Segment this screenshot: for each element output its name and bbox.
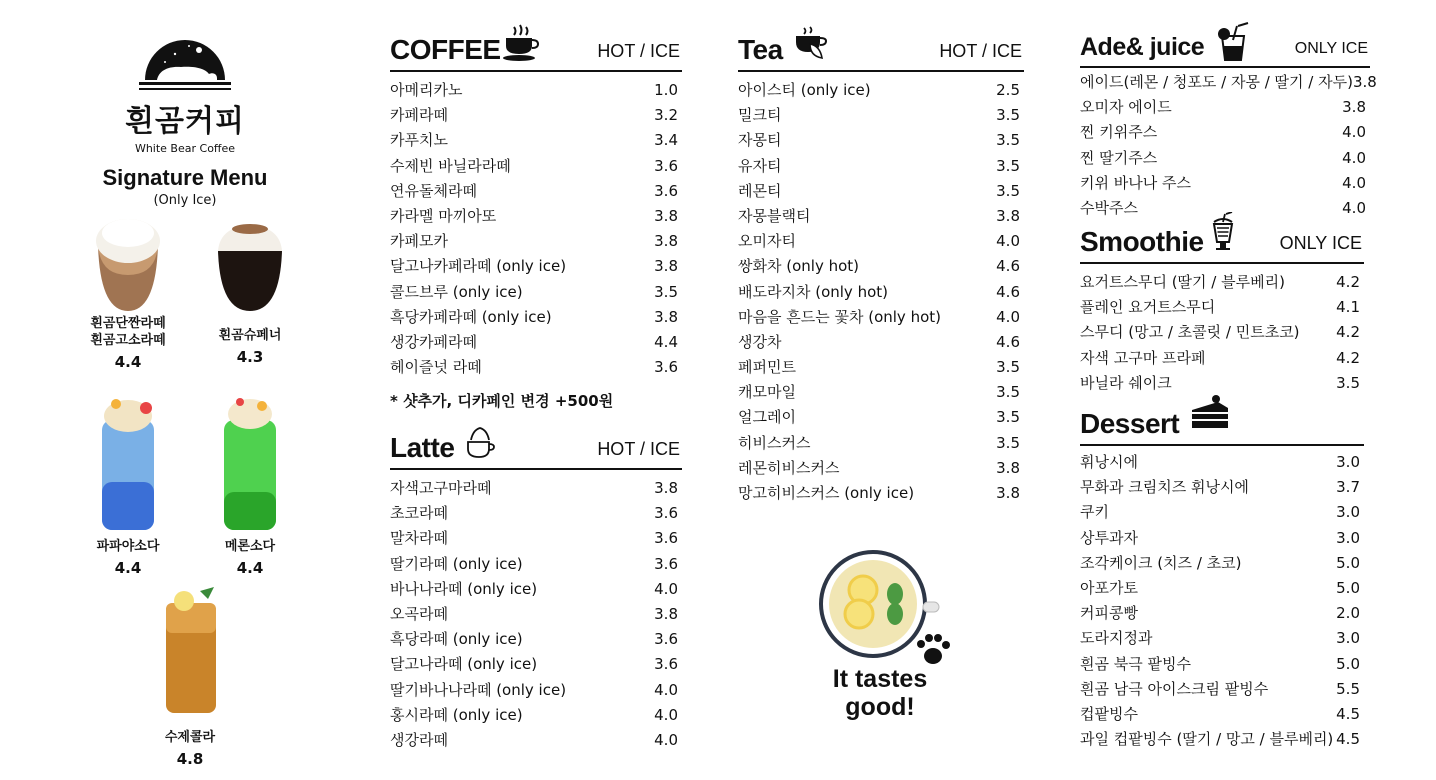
menu-item-name: 히비스커스: [738, 433, 811, 452]
menu-item-name: 얼그레이: [738, 408, 796, 427]
menu-item-price: 4.5: [1336, 730, 1360, 749]
menu-item-row: [390, 154, 682, 179]
menu-item-price: 3.8: [654, 479, 678, 497]
signature-item-name: 메론소다: [224, 539, 276, 554]
menu-item-row: [1080, 526, 1364, 551]
menu-item-price: 3.5: [996, 156, 1020, 175]
menu-item-row: [1080, 346, 1364, 371]
menu-item-name: 무화과 크림치즈 휘낭시에: [1080, 478, 1249, 497]
menu-item-name: 연유돌체라떼: [390, 181, 477, 200]
menu-item-price: 3.5: [996, 408, 1020, 427]
menu-item-row: [1080, 295, 1364, 320]
menu-item-price: 4.0: [654, 579, 678, 598]
menu-item-row: [738, 179, 1024, 204]
menu-item-row: [738, 229, 1024, 254]
menu-item-price: 5.0: [1336, 578, 1360, 597]
ade-juice-note: ONLY ICE: [1294, 40, 1368, 57]
menu-item-price: 3.8: [654, 307, 678, 326]
menu-item-price: 3.8: [996, 206, 1020, 225]
menu-item-row: [738, 78, 1024, 103]
brand-name-korean: 흰곰커피: [125, 104, 245, 139]
menu-item-name: 아포가토: [1080, 578, 1138, 597]
signature-item-name: 흰곰슈페너: [218, 328, 282, 343]
menu-item-name: 흰곰 남극 아이스크림 팥빙수: [1080, 679, 1269, 698]
tea-title: Tea: [738, 34, 783, 65]
menu-item-price: 4.0: [1342, 148, 1366, 167]
menu-item-row: [390, 103, 682, 128]
menu-item-name: 도라지정과: [1080, 629, 1153, 648]
menu-item-row: [390, 355, 682, 380]
coffee-section: [390, 30, 682, 411]
coffee-temperature-note: HOT / ICE: [597, 41, 680, 61]
menu-item-row: [1080, 652, 1364, 677]
menu-item-row: [738, 405, 1024, 430]
menu-item-row: [738, 254, 1024, 279]
menu-item-name: 달고나라떼 (only ice): [390, 655, 538, 674]
menu-item-row: [1080, 626, 1364, 651]
cream-latte-drink-icon: [88, 215, 168, 315]
menu-item-name: 카푸치노: [390, 131, 448, 150]
menu-item-row: [738, 330, 1024, 355]
dessert-items: [1080, 450, 1364, 752]
menu-item-row: [390, 229, 682, 254]
menu-item-price: 3.4: [654, 131, 678, 150]
signature-menu-note: (Only Ice): [153, 193, 217, 208]
juice-glass-icon: [1218, 22, 1252, 62]
handmade-cola-drink-icon: [150, 585, 230, 715]
menu-item-row: [1080, 500, 1364, 525]
menu-item-row: [1080, 270, 1364, 295]
menu-item-name: 카라멜 마끼아또: [390, 206, 497, 225]
menu-item-row: [390, 526, 682, 551]
menu-item-price: 2.0: [1336, 604, 1360, 623]
menu-item-row: [390, 476, 682, 501]
menu-item-row: [738, 456, 1024, 481]
menu-item-name: 생강라떼: [390, 730, 448, 749]
menu-item-row: [1080, 727, 1364, 752]
menu-item-name: 자색 고구마 프라페: [1080, 348, 1206, 367]
menu-item-name: 초코라떼: [390, 504, 448, 523]
dessert-section: [1080, 400, 1364, 752]
menu-item-price: 3.8: [654, 604, 678, 623]
menu-item-price: 3.6: [654, 655, 678, 674]
menu-item-row: [738, 280, 1024, 305]
latte-title: Latte: [390, 432, 455, 463]
menu-item-name: 달고나카페라떼 (only ice): [390, 257, 567, 276]
menu-item-name: 아메리카노: [390, 81, 463, 99]
menu-item-price: 3.8: [996, 458, 1020, 477]
melon-soda-drink-icon: [210, 392, 290, 532]
menu-item-name: 오미자 에이드: [1080, 98, 1172, 117]
signature-item: [68, 392, 188, 577]
papaya-soda-drink-icon: [88, 392, 168, 532]
signature-item-name: 수제콜라: [164, 730, 216, 745]
menu-item-price: 1.0: [654, 81, 678, 99]
menu-item-name: 밀크티: [738, 106, 782, 125]
menu-item-price: 4.0: [996, 307, 1020, 326]
menu-item-row: [1080, 576, 1364, 601]
tea-header: [738, 30, 1024, 72]
menu-item-row: [738, 103, 1024, 128]
menu-item-row: [390, 552, 682, 577]
menu-item-price: 4.6: [996, 257, 1020, 276]
signature-item-name: 흰곰단짠라떼 흰곰고소라떼: [90, 316, 166, 348]
menu-item-row: [390, 703, 682, 728]
menu-item-price: 3.6: [654, 358, 678, 377]
menu-item-price: 4.4: [654, 332, 678, 351]
latte-header: [390, 428, 682, 470]
menu-item-name: 컵팥빙수: [1080, 704, 1138, 723]
signature-item-price: 4.4: [114, 353, 142, 371]
menu-item-price: 4.6: [996, 282, 1020, 301]
menu-item-row: [1080, 371, 1364, 396]
menu-item-price: 4.2: [1336, 273, 1360, 291]
menu-item-price: 3.7: [1336, 478, 1360, 497]
menu-item-row: [1080, 95, 1370, 120]
cake-slice-icon: [1190, 394, 1230, 430]
menu-item-name: 생강차: [738, 332, 782, 351]
menu-item-name: 자몽블랙티: [738, 206, 811, 225]
menu-item-price: 3.6: [654, 529, 678, 548]
menu-item-price: 3.0: [1336, 503, 1360, 522]
menu-item-price: 3.6: [654, 156, 678, 175]
signature-item: [68, 215, 188, 371]
menu-item-name: 홍시라떼 (only ice): [390, 705, 523, 724]
menu-item-price: 4.0: [654, 680, 678, 699]
menu-item-name: 흰곰 북극 팥빙수: [1080, 654, 1191, 673]
menu-item-row: [1080, 475, 1364, 500]
menu-item-name: 카페모카: [390, 232, 448, 251]
menu-item-price: 3.5: [996, 181, 1020, 200]
menu-item-price: 3.5: [996, 358, 1020, 377]
menu-item-name: 수제빈 바닐라라떼: [390, 156, 511, 175]
menu-item-row: [1080, 677, 1364, 702]
menu-item-price: 5.5: [1336, 679, 1360, 698]
menu-item-row: [390, 179, 682, 204]
menu-item-name: 상투과자: [1080, 528, 1138, 547]
latte-cup-icon: [465, 426, 495, 460]
menu-item-name: 말차라떼: [390, 529, 448, 548]
menu-item-name: 콜드브루 (only ice): [390, 282, 523, 301]
menu-item-price: 3.6: [654, 504, 678, 523]
menu-item-name: 카페라떼: [390, 106, 448, 125]
brand-column: [60, 30, 310, 208]
latte-temperature-note: HOT / ICE: [597, 439, 680, 459]
menu-item-name: 플레인 요거트스무디: [1080, 298, 1216, 317]
menu-item-price: 3.8: [996, 484, 1020, 502]
dessert-title: Dessert: [1080, 408, 1180, 439]
menu-item-name: 찐 키위주스: [1080, 123, 1158, 142]
menu-item-row: [738, 380, 1024, 405]
menu-item-price: 3.5: [996, 106, 1020, 125]
menu-item-name: 배도라지차 (only hot): [738, 282, 888, 301]
menu-item-row: [738, 431, 1024, 456]
menu-item-name: 망고히비스커스 (only ice): [738, 484, 915, 502]
menu-item-name: 유자티: [738, 156, 782, 175]
menu-item-row: [738, 355, 1024, 380]
menu-item-row: [1080, 70, 1377, 95]
einspanner-drink-icon: [210, 215, 290, 315]
signature-item-price: 4.4: [236, 559, 264, 577]
menu-item-row: [390, 577, 682, 602]
bear-logo-icon: [135, 36, 235, 100]
smoothie-note: ONLY ICE: [1279, 233, 1362, 253]
menu-item-row: [390, 280, 682, 305]
menu-item-price: 3.2: [654, 106, 678, 125]
tea-section: [738, 30, 1024, 506]
menu-item-price: 4.0: [1342, 173, 1366, 192]
menu-item-row: [738, 154, 1024, 179]
ade-juice-header: [1080, 30, 1370, 68]
smoothie-title: Smoothie: [1080, 226, 1204, 257]
menu-item-price: 4.1: [1336, 298, 1360, 317]
dessert-header: [1080, 400, 1364, 446]
menu-item-row: [738, 481, 1024, 506]
menu-item-name: 딸기라떼 (only ice): [390, 554, 523, 573]
menu-item-row: [390, 78, 682, 103]
menu-item-price: 3.8: [654, 206, 678, 225]
coffee-footnote: * 샷추가, 디카페인 변경 +500원: [390, 392, 614, 411]
tea-cup-icon: [794, 26, 828, 60]
menu-item-price: 3.6: [654, 181, 678, 200]
smoothie-items: [1080, 270, 1364, 396]
signature-item: [190, 215, 310, 366]
tea-temperature-note: HOT / ICE: [939, 41, 1022, 61]
signature-item: [190, 392, 310, 577]
menu-item-name: 자몽티: [738, 131, 782, 150]
menu-item-row: [1080, 601, 1364, 626]
menu-item-price: 3.5: [654, 282, 678, 301]
menu-item-price: 3.5: [1336, 373, 1360, 392]
menu-item-name: 오곡라떼: [390, 604, 448, 623]
menu-item-price: 4.5: [1336, 704, 1360, 723]
menu-item-row: [390, 254, 682, 279]
menu-item-row: [390, 627, 682, 652]
menu-item-row: [390, 678, 682, 703]
menu-item-row: [390, 728, 682, 753]
menu-item-row: [390, 602, 682, 627]
menu-item-name: 조각케이크 (치즈 / 초코): [1080, 553, 1242, 572]
menu-item-name: 에이드(레몬 / 청포도 / 자몽 / 딸기 / 자두): [1080, 73, 1353, 91]
menu-item-name: 수박주스: [1080, 198, 1138, 217]
coffee-cup-icon: [502, 24, 540, 62]
menu-item-price: 3.5: [996, 433, 1020, 452]
menu-item-row: [390, 330, 682, 355]
menu-item-price: 4.2: [1336, 348, 1360, 367]
menu-item-name: 흑당카페라떼 (only ice): [390, 307, 552, 326]
menu-item-name: 아이스티 (only ice): [738, 81, 871, 99]
menu-item-name: 찐 딸기주스: [1080, 148, 1158, 167]
signature-menu-title: Signature Menu: [102, 165, 268, 190]
menu-item-name: 자색고구마라떼: [390, 479, 492, 497]
menu-item-price: 4.2: [1336, 323, 1360, 342]
menu-item-row: [1080, 702, 1364, 727]
menu-item-name: 생강카페라떼: [390, 332, 477, 351]
menu-item-row: [1080, 120, 1370, 145]
tea-items: [738, 78, 1024, 506]
menu-item-name: 스무디 (망고 / 초콜릿 / 민트초코): [1080, 323, 1300, 342]
menu-item-name: 바닐라 쉐이크: [1080, 373, 1172, 392]
menu-item-name: 과일 컵팥빙수 (딸기 / 망고 / 블루베리): [1080, 730, 1334, 749]
smoothie-section: [1080, 222, 1364, 396]
menu-item-price: 4.0: [654, 705, 678, 724]
menu-item-name: 키위 바나나 주스: [1080, 173, 1191, 192]
menu-item-name: 헤이즐넛 라떼: [390, 358, 482, 377]
menu-item-row: [1080, 551, 1364, 576]
menu-item-row: [1080, 450, 1364, 475]
menu-item-row: [1080, 320, 1364, 345]
smoothie-header: [1080, 222, 1364, 264]
menu-item-row: [738, 128, 1024, 153]
menu-item-price: 2.5: [996, 81, 1020, 99]
menu-item-name: 레몬티: [738, 181, 782, 200]
tea-cup-illustration: [815, 548, 955, 670]
menu-item-price: 4.6: [996, 332, 1020, 351]
menu-item-price: 5.0: [1336, 553, 1360, 572]
menu-item-price: 4.0: [1342, 198, 1366, 217]
menu-item-row: [1080, 146, 1370, 171]
menu-item-name: 딸기바나나라떼 (only ice): [390, 680, 567, 699]
menu-item-price: 3.0: [1336, 629, 1360, 648]
menu-item-price: 5.0: [1336, 654, 1360, 673]
menu-item-name: 쿠키: [1080, 503, 1109, 522]
coffee-items: [390, 78, 682, 380]
menu-item-name: 휘낭시에: [1080, 453, 1138, 471]
smoothie-glass-icon: [1210, 212, 1236, 252]
menu-item-row: [738, 305, 1024, 330]
menu-item-price: 3.0: [1336, 453, 1360, 471]
menu-item-name: 쌍화차 (only hot): [738, 257, 860, 276]
brand-name-english: White Bear Coffee: [134, 142, 236, 155]
ade-juice-items: [1080, 70, 1377, 221]
signature-item-price: 4.4: [114, 559, 142, 577]
menu-item-row: [390, 204, 682, 229]
signature-item-price: 4.3: [236, 348, 264, 366]
menu-item-name: 바나나라떼 (only ice): [390, 579, 538, 598]
menu-item-price: 3.0: [1336, 528, 1360, 547]
menu-item-price: 4.0: [1342, 123, 1366, 142]
menu-item-row: [738, 204, 1024, 229]
menu-item-row: [390, 501, 682, 526]
latte-section: [390, 428, 682, 753]
tagline: It tastes good!: [832, 665, 928, 721]
menu-item-price: 3.8: [1342, 98, 1366, 117]
signature-item-price: 4.8: [176, 750, 204, 768]
menu-item-price: 3.6: [654, 554, 678, 573]
menu-item-name: 캐모마일: [738, 383, 796, 402]
coffee-header: [390, 30, 682, 72]
menu-item-name: 페퍼민트: [738, 358, 796, 377]
menu-item-price: 4.0: [654, 730, 678, 749]
ade-juice-title: Ade& juice: [1080, 33, 1205, 61]
menu-item-price: 3.8: [1352, 73, 1377, 91]
signature-item: [130, 585, 250, 768]
menu-item-price: 3.5: [996, 131, 1020, 150]
menu-item-row: [390, 128, 682, 153]
menu-item-price: 3.8: [654, 257, 678, 276]
menu-item-name: 커피콩빵: [1080, 604, 1138, 623]
menu-item-price: 3.5: [996, 383, 1020, 402]
menu-item-name: 요거트스무디 (딸기 / 블루베리): [1080, 273, 1285, 291]
latte-items: [390, 476, 682, 753]
menu-item-name: 흑당라떼 (only ice): [390, 630, 523, 649]
menu-item-row: [390, 305, 682, 330]
menu-item-name: 오미자티: [738, 232, 796, 251]
signature-item-name: 파파야소다: [96, 539, 160, 554]
menu-item-name: 레몬히비스커스: [738, 458, 840, 477]
menu-item-row: [1080, 171, 1370, 196]
menu-item-price: 3.6: [654, 630, 678, 649]
menu-item-price: 4.0: [996, 232, 1020, 251]
coffee-title: COFFEE: [390, 34, 501, 65]
menu-item-price: 3.8: [654, 232, 678, 251]
menu-item-name: 마음을 흔드는 꽃차 (only hot): [738, 307, 941, 326]
ade-juice-section: [1080, 30, 1377, 221]
menu-item-row: [390, 652, 682, 677]
